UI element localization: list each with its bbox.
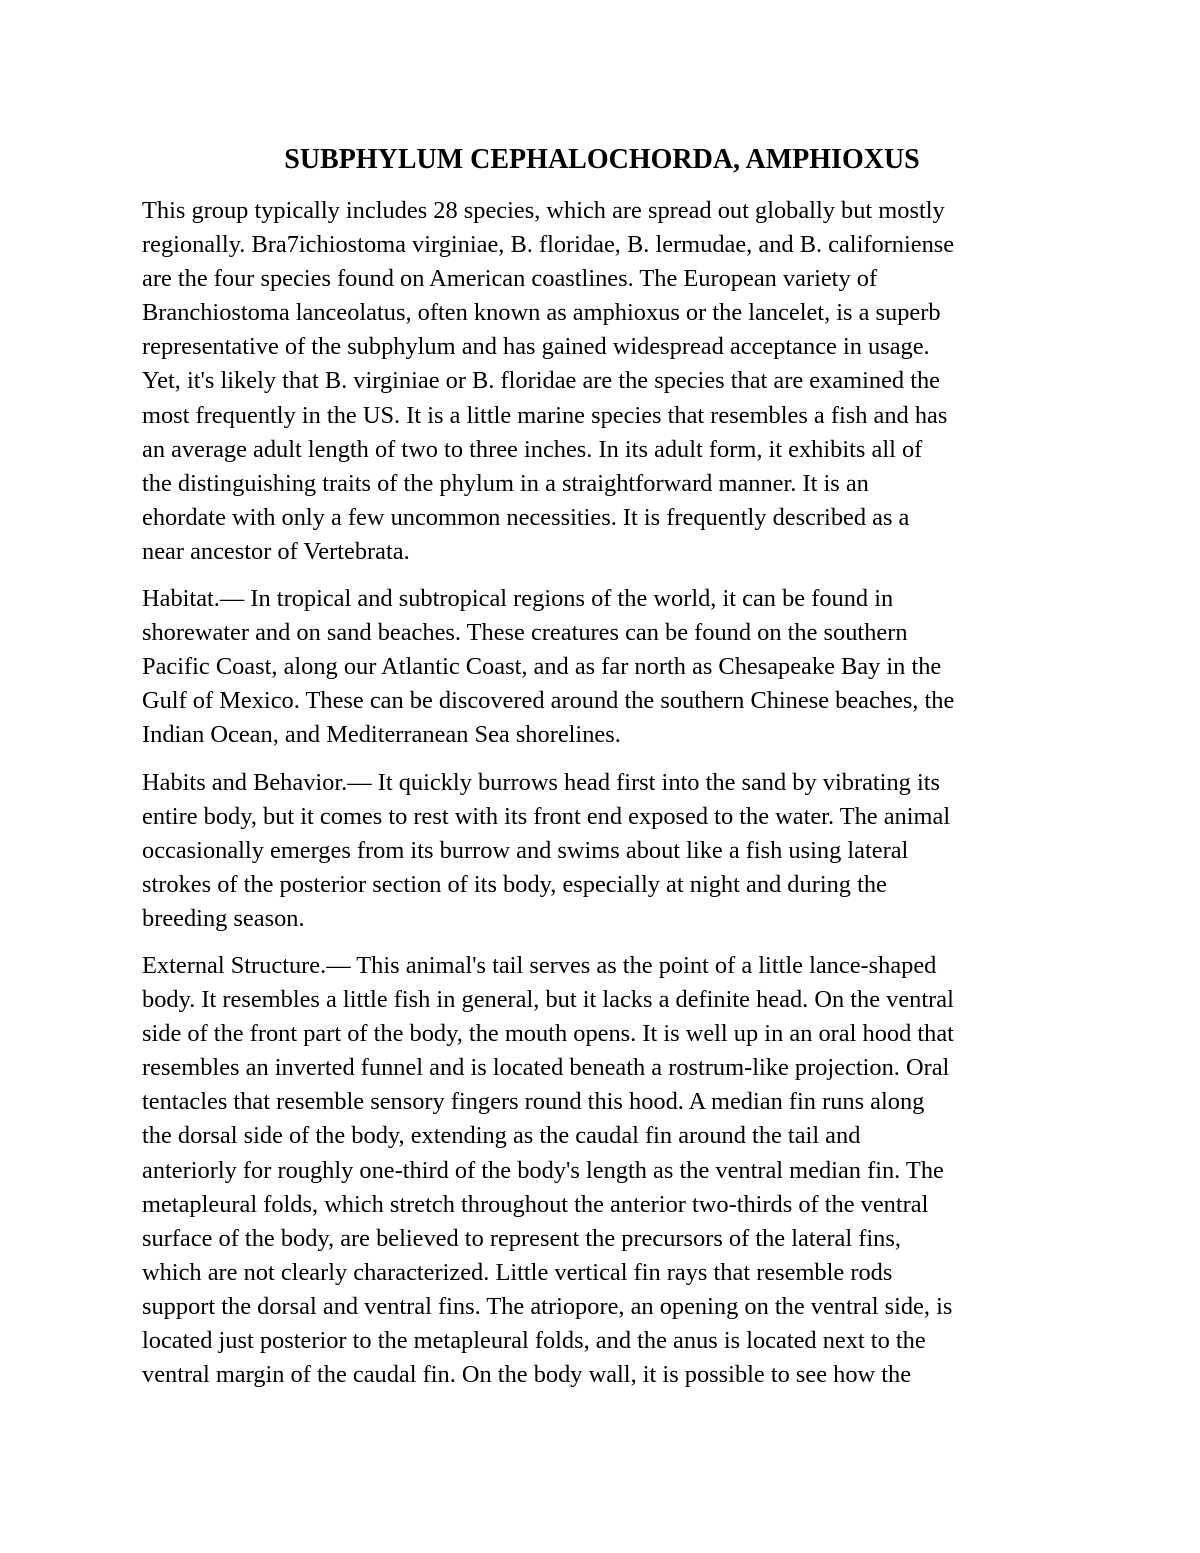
- text-line: Branchiostoma lanceolatus, often known as amphioxus or the lancelet, is a superb: [142, 299, 941, 327]
- text-line: near ancestor of Vertebrata.: [142, 537, 410, 565]
- paragraph-external-structure: [142, 949, 1062, 1392]
- text-line: strokes of the posterior section of its body, especially at night and during the: [142, 870, 887, 898]
- paragraph-habitat: [142, 582, 1062, 752]
- text-line: most frequently in the US. It is a little marine species that resembles a fish and has: [142, 401, 948, 429]
- text-line: ventral margin of the caudal fin. On the body wall, it is possible to see how the: [142, 1361, 912, 1389]
- text-line: Habitat.— In tropical and subtropical regions of the world, it can be found in: [142, 585, 894, 613]
- text-line: regionally. Bra7ichiostoma virginiae, B. floridae, B. lermudae, and B. californiense: [142, 231, 955, 259]
- text-line: ehordate with only a few uncommon necessities. It is frequently described as a: [142, 503, 910, 531]
- text-line: an average adult length of two to three inches. In its adult form, it exhibits all of: [142, 435, 923, 463]
- text-line: External Structure.— This animal's tail serves as the point of a little lance-shaped: [142, 951, 937, 979]
- text-line: representative of the subphylum and has gained widespread acceptance in usage.: [142, 333, 930, 361]
- text-line: anteriorly for roughly one-third of the body's length as the ventral median fin. The: [142, 1156, 944, 1184]
- text-line: side of the front part of the body, the mouth opens. It is well up in an oral hood that: [142, 1020, 954, 1048]
- text-line: which are not clearly characterized. Little vertical fin rays that resemble rods: [142, 1258, 893, 1286]
- document-body: [142, 140, 1062, 1405]
- text-line: the dorsal side of the body, extending as the caudal fin around the tail and: [142, 1122, 861, 1150]
- paragraph-intro: [142, 194, 1062, 569]
- text-line: metapleural folds, which stretch throughout the anterior two-thirds of the ventral: [142, 1190, 929, 1218]
- text-line: Habits and Behavior.— It quickly burrows head first into the sand by vibrating its: [142, 768, 940, 796]
- text-line: located just posterior to the metapleural folds, and the anus is located next to the: [142, 1327, 926, 1354]
- text-line: are the four species found on American coastlines. The European variety of: [142, 265, 878, 293]
- text-line: resembles an inverted funnel and is located beneath a rostrum-like projection. Oral: [142, 1054, 950, 1082]
- page-title: SUBPHYLUM CEPHALOCHORDA, AMPHIOXUS: [284, 144, 920, 175]
- paragraphs-container: [142, 194, 1062, 1392]
- text-line: body. It resembles a little fish in general, but it lacks a definite head. On the ventral: [142, 986, 954, 1014]
- paragraph-habits-behavior: [142, 766, 1062, 936]
- text-line: entire body, but it comes to rest with its front end exposed to the water. The animal: [142, 802, 951, 830]
- text-line: This group typically includes 28 species, which are spread out globally but mostly: [142, 197, 945, 224]
- text-line: Pacific Coast, along our Atlantic Coast, and as far north as Chesapeake Bay in the: [142, 653, 942, 681]
- text-line: occasionally emerges from its burrow and swims about like a fish using lateral: [142, 836, 909, 864]
- text-line: breeding season.: [142, 904, 305, 932]
- text-line: shorewater and on sand beaches. These creatures can be found on the southern: [142, 619, 908, 647]
- text-line: surface of the body, are believed to represent the precursors of the lateral fins,: [142, 1224, 901, 1252]
- text-line: Yet, it's likely that B. virginiae or B. floridae are the species that are examined the: [142, 367, 940, 395]
- text-line: support the dorsal and ventral fins. The atriopore, an opening on the ventral side, is: [142, 1292, 953, 1320]
- text-line: Gulf of Mexico. These can be discovered around the southern Chinese beaches, the: [142, 687, 955, 715]
- text-line: Indian Ocean, and Mediterranean Sea shorelines.: [142, 721, 621, 749]
- text-line: tentacles that resemble sensory fingers round this hood. A median fin runs along: [142, 1088, 925, 1116]
- text-line: the distinguishing traits of the phylum in a straightforward manner. It is an: [142, 469, 869, 497]
